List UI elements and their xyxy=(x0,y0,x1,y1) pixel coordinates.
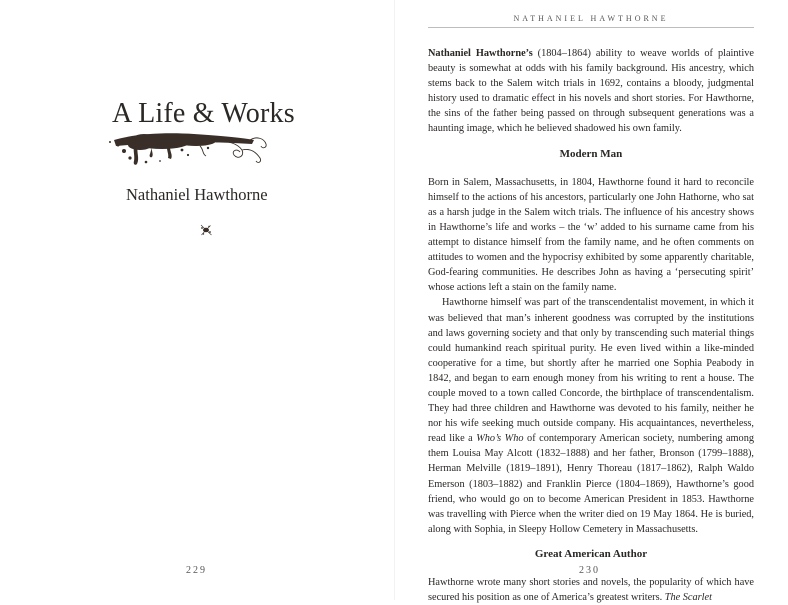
paragraph-text: Hawthorne wrote many short stories and novels, the popularity of which have secured his position as one of America’s greatest writers. xyxy=(428,577,754,604)
body-text xyxy=(428,46,754,605)
paragraph-text: Hawthorne himself was part of the transcendentalist movement, in which it was believed that man’s inherent goodness was corrupted by the institutions and laws governing society and that only by transcending such material things could humankind reach spiritual purity. He even lived within a like-minded cooperative for a time, but shortly after he married one Sophia Peabody in 1842, and began to earn enough money from his writing to rent a house. The couple moved to a town called Concorde, the birthplace of transcendentalism. They had three children and Hawthorne was devoted to his family, neither he nor his wife seeking much outside company. His acquaintances, nevertheless, read like a xyxy=(428,297,754,445)
subheading-modern-man: Modern Man xyxy=(559,147,623,160)
author-name: Nathaniel Hawthorne xyxy=(126,185,268,204)
subheading-great-american-author: Great American Author xyxy=(534,547,648,560)
ink-splash-ornament xyxy=(104,128,272,170)
intro-text: (1804–1864) ability to weave worlds of plaintive beauty is somewhat at odds with his family background. His ancestry, which stems back to the Salem witch trials in 1692, contains a bloody, judgmental history used to dramatic effect in his novels and short stories. For Hawthorne, the sins of the father being passed on through subsequent generations was a haunting image, which he believed shadowed his own family. xyxy=(428,48,754,135)
small-ink-ornament xyxy=(199,223,213,237)
left-page xyxy=(0,0,394,600)
intro-lead: Nathaniel Hawthorne’s xyxy=(428,48,533,59)
paragraph: Born in Salem, Massachusetts, in 1804, Hawthorne found it hard to reconcile himself to the actions of his ancestors, particularly one John Hathorne, who sat as a harsh judge in the Salem witch trials. The influence of his ancestry shows in Hawthorne’s life and works – the ‘w’ added to his surname came from his attempt to distance himself from the family name, and he often comments on attitudes to women and the hypocrisy exhibited by some apparently charitable, God-fearing communities. He describes John as having a ‘persecuting spirit’ whose actions left a stain on the family name. xyxy=(428,176,754,294)
italic-title: The Scarlet xyxy=(664,592,712,604)
section-title: A Life & Works xyxy=(112,98,295,129)
paragraph xyxy=(428,575,754,605)
running-head: NATHANIEL HAWTHORNE xyxy=(428,14,754,28)
page-number: 230 xyxy=(579,565,600,576)
paragraph xyxy=(428,295,754,537)
right-page xyxy=(394,0,788,604)
paragraph-text: of contemporary American society, numbering among them Louisa May Alcott (1832–1888) and her father, Bronson (1799–1888), Herman Melville (1819–1891), Henry Thoreau (1817–1862), Ralph Waldo Emerson (1803–1882) and Franklin Pierce (1804–1869), Hawthorne’s good friend, who would go on to become American President in 1853. Hawthorne was travelling with Pierce when the writer died on 19 May 1864. He is buried, along with Sophia, in Sleepy Hollow Cemetery in Massachusetts. xyxy=(428,433,755,535)
intro-paragraph xyxy=(428,46,754,137)
page-number: 229 xyxy=(186,565,207,576)
italic-title: Who’s Who xyxy=(476,433,524,445)
